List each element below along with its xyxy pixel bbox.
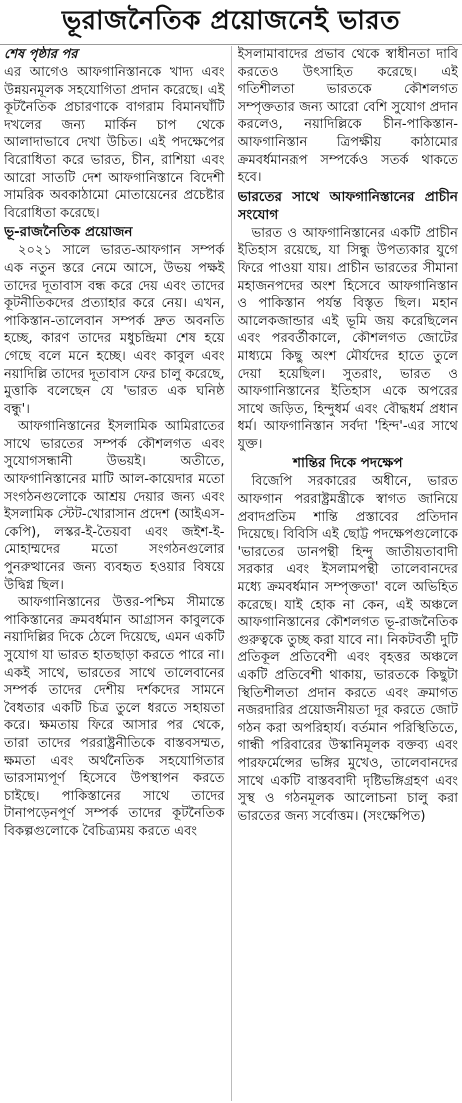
subheading: ভারতের সাথে আফগানিস্তানের প্রাচীন সংযোগ — [237, 188, 458, 223]
paragraph: ভারত ও আফগানিস্তানের একটি প্রাচীন ইতিহাস রয়েছে, যা সিন্ধু উপত্যকার যুগে ফিরে পাওয়া যায়। প্রাচীন ভারতের সীমানা মহাজনপদের অংশ হিসেবে আফগানিস্তান ও পাকিস্তান পর্যন্ত বিস্তৃত ছিল। মহান আলেকজান্ডার এই ভূমি জয় করেছিলেন এবং পরবর্তীকালে, কৌশলগত জোটের মাধ্যমে কিছু অংশ মৌর্যদের হাতে তুলে দেয়া হয়েছিল। সুতরাং, ভারত ও আফগানিস্তানের ইতিহাস একে অপরের সাথে জড়িত, হিন্দুধর্ম এবং বৌদ্ধধর্ম প্রধান ধর্ম। আফগানিস্তান সর্বদা 'হিন্দ'-এর সাথে যুক্ত। — [237, 225, 458, 452]
continuation-kicker: শেষ পৃষ্ঠার পর — [4, 47, 78, 62]
subheading: শান্তির দিকে পদক্ষেপ — [293, 455, 403, 472]
column-right — [238, 46, 459, 1101]
headline: ভূরাজনৈতিক প্রয়োজনেই ভারত — [0, 0, 462, 45]
subheading: ভূ-রাজনৈতিক প্রয়োজন — [4, 224, 133, 241]
column-left — [4, 46, 225, 1101]
column-divider — [231, 46, 232, 1101]
paragraph: বিজেপি সরকারের অধীনে, ভারত আফগান পররাষ্ট্রমন্ত্রীকে স্বাগত জানিয়ে প্রবাদপ্রতিম শান্তি প্রস্তাবের প্রতিদান দিয়েছে। বিবিসি এই ছোট্ট পদক্ষেপগুলোকে 'ভারতের ডানপন্থী হিন্দু জাতীয়তাবাদী সরকার এবং ইসলামপন্থী তালেবানদের মধ্যে ক্রমবর্ধমান সম্পৃক্ততা' বলে অভিহিত করেছে। যাই হোক না কেন, এই অঞ্চলে আফগানিস্তানের কৌশলগত ভূ-রাজনৈতিক গুরুত্বকে তুচ্ছ করা যাবে না। নিকটবর্তী দুটি প্রতিকূল প্রতিবেশী এবং বৃহত্তর অঞ্চলে একটি প্রতিবেশী থাকায়, ভারতকে কিছুটা স্থিতিশীলতা প্রদান করতে এবং ক্রমাগত নজরদারির প্রয়োজনীয়তা দূর করতে জোট গঠন করা অপরিহার্য। বর্তমান পরিস্থিতিতে, গান্ধী পরিবারের উস্কানিমূলক বক্তব্য এবং পারফর্মেন্সের ভঙ্গির মুখেও, তালেবানদের সাথে একটি বাস্তববাদী দৃষ্টিভঙ্গিগ্রহণ এবং সুস্থ ও গঠনমূলক আলোচনা চালু করা ভারতের জন্য সর্বোত্তম। (সংক্ষেপিত) — [237, 474, 458, 824]
paragraph: আফগানিস্তানের ইসলামিক আমিরাতের সাথে ভারতের সম্পর্ক কৌশলগত এবং সুযোগসন্ধানী উভয়ই। অতীতে, আফগানিস্তানের মাটি আল-কায়েদার মতো সংগঠনগুলোকে আশ্রয় দেয়ার জন্য এবং ইসলামিক স্টেট-খোরাসান প্রদেশ (আইএস-কেপি), লস্কর-ই-তৈয়বা এবং জইশ-ই-মোহাম্মদের মতো সংগঠনগুলোর পুনরুত্থানের জন্য ব্যবহৃত হওয়ার বিষয়ে উদ্বিগ্ন ছিল। — [4, 419, 225, 593]
paragraph: এর আগেও আফগানিস্তানকে খাদ্য এবং উন্নয়নমূলক সহযোগিতা প্রদান করেছে। এই কূটনৈতিক প্রচারণাকে বাগরাম বিমানঘাঁটি দখলের জন্য মার্কিন চাপ থেকে আলাদাভাবে দেখা উচিত। এই পদক্ষেপের বিরোধিতা করে ভারত, চীন, রাশিয়া এবং আরো সাতটি দেশ আফগানিস্তানে বিদেশী সামরিক অবকাঠামো মোতায়েনের প্রচেষ্টার বিরোধিতা করেছে। — [4, 65, 225, 221]
paragraph: ইসলামাবাদের প্রভাব থেকে স্বাধীনতা দাবি করতেও উৎসাহিত করেছে। এই গতিশীলতা ভারতকে কৌশলগত সম্পৃক্ততার জন্য আরো বেশি সুযোগ প্রদান করলেও, নয়াদিল্লিকে চীন-পাকিস্তান-আফগানিস্তান ত্রিপক্ষীয় কাঠামোর ক্রমবর্ধমানরূপ সম্পর্কেও সতর্ক থাকতে হবে। — [237, 47, 458, 186]
paragraph: আফগানিস্তানের উত্তর-পশ্চিম সীমান্তে পাকিস্তানের ক্রমবর্ধমান আগ্রাসন কাবুলকে নয়াদিল্লির দিকে ঠেলে দিয়েছে, এমন একটি সুযোগ যা ভারত হাতছাড়া করতে পারে না। একই সাথে, ভারতের সাথে তালেবানের সম্পর্ক তাদের দেশীয় দর্শকদের সামনে বৈধতার একটি চিত্র তুলে ধরতে সহায়তা করে। ক্ষমতায় ফিরে আসার পর থেকে, তারা তাদের পররাষ্ট্রনীতিকে বাস্তবসম্মত, ক্ষমতা এবং অর্থনৈতিক সহযোগিতার ভারসাম্যপূর্ণ হিসেবে উপস্থাপন করতে চাইছে। পাকিস্তানের সাথে তাদের টানাপড়েনপূর্ণ সম্পর্ক তাদের কূটনৈতিক বিকল্পগুলোকে বৈচিত্র্যময় করতে এবং — [4, 595, 225, 839]
article-body — [4, 46, 458, 1101]
paragraph: ২০২১ সালে ভারত-আফগান সম্পর্ক এক নতুন স্তরে নেমে আসে, উভয় পক্ষই তাদের দূতাবাস বন্ধ করে দেয় এবং তাদের কূটনীতিকদের প্রত্যাহার করে নেয়। এখন, পাকিস্তান-তালেবান সম্পর্ক দ্রুত অবনতি হচ্ছে, কারণ তাদের মধুচন্দ্রিমা শেষ হয়ে গেছে বলে মনে হচ্ছে। এবং কাবুল এবং নয়াদিল্লি তাদের দূতাবাস ফের চালু করেছে, মুত্তাকি বলেছেন যে 'ভারত এক ঘনিষ্ঠ বন্ধু'। — [4, 243, 225, 417]
